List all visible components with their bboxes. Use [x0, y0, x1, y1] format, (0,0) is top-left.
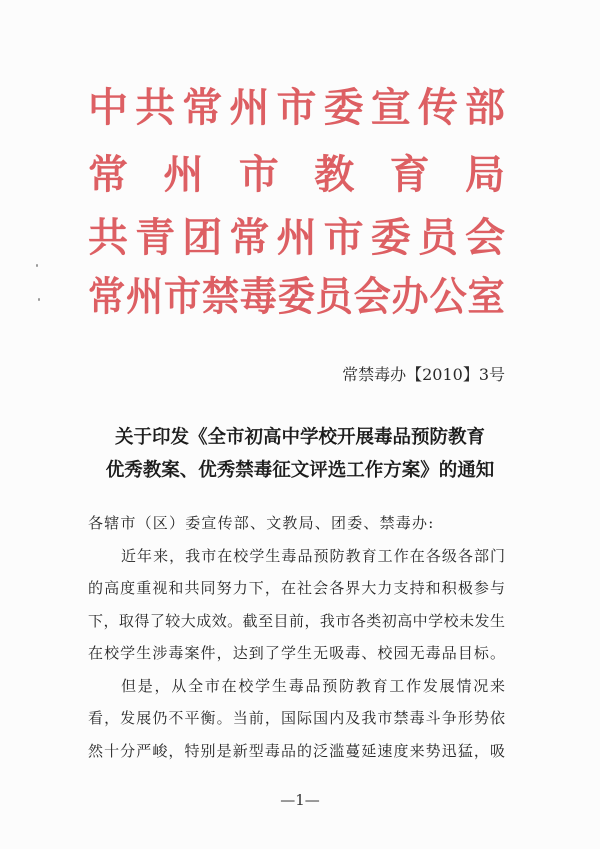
paragraph-1: [88, 540, 505, 670]
letterhead-line-propaganda-department: 中共常州市委宣传部: [88, 84, 505, 131]
paragraph-line: 的高度重视和共同努力下，在社会各界大力支持和积极参与: [88, 579, 505, 597]
notice-title-line-1: 关于印发《全市初高中学校开展毒品预防教育: [114, 427, 485, 448]
notice-title-line-2: 优秀教案、优秀禁毒征文评选工作方案》的通知: [105, 460, 495, 481]
salutation: 各辖市（区）委宣传部、文教局、团委、禁毒办:: [88, 514, 435, 532]
scan-mark: [38, 298, 40, 301]
page-number: —1—: [280, 791, 320, 809]
scan-mark: [36, 264, 38, 267]
paragraph-line: 但是，从全市在校学生毒品预防教育工作发展情况来: [121, 676, 505, 695]
letterhead-line-education-bureau: 常州市教育局: [88, 151, 505, 198]
paragraph-line: 然十分严峻，特别是新型毒品的泛滥蔓延速度来势迅猛，吸: [88, 741, 505, 760]
paragraph-2: [88, 670, 505, 768]
document-number: 常禁毒办【2010】3号: [342, 365, 505, 384]
paragraph-line: 在校学生涉毒案件，达到了学生无吸毒、校园无毒品目标。: [88, 644, 505, 662]
letterhead-line-youth-league: 共青团常州市委员会: [88, 214, 505, 261]
paragraph-line: 下，取得了较大成效。截至目前，我市各类初高中学校未发生: [88, 611, 505, 630]
notice-body: [88, 507, 505, 767]
notice-title: [0, 421, 600, 487]
letterhead-line-narcotics-control-office: 常州市禁毒委员会办公室: [88, 273, 505, 320]
paragraph-line: 看，发展仍不平衡。当前，国际国内及我市禁毒斗争形势依: [88, 709, 505, 727]
paragraph-line: 近年来，我市在校学生毒品预防教育工作在各级各部门: [121, 546, 505, 565]
